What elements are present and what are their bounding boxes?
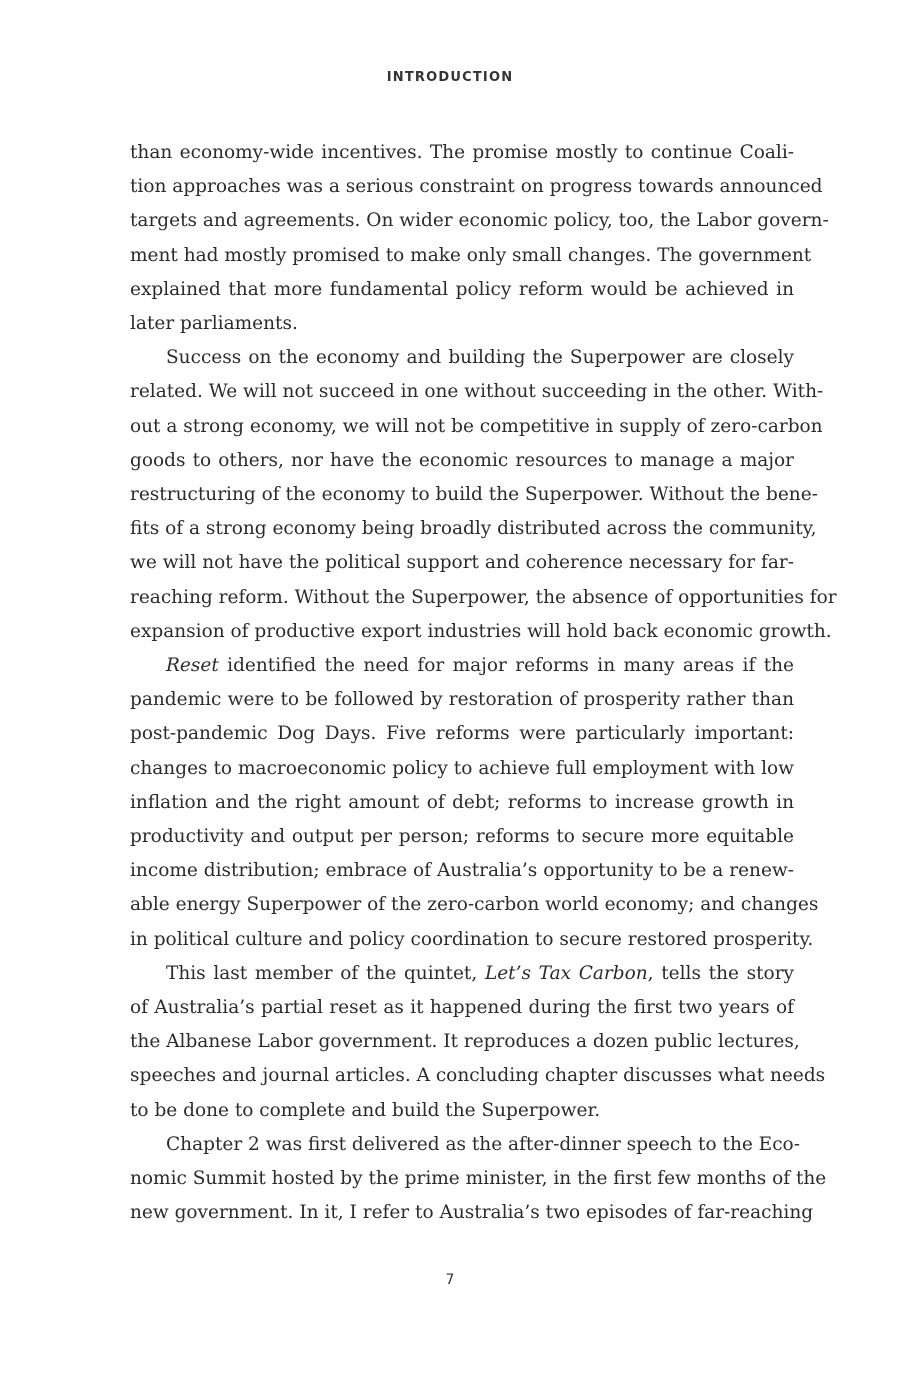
text-line-lead: This last member of the quintet,: [166, 962, 485, 984]
page-number: 7: [445, 1272, 455, 1288]
text-line: able energy Superpower of the zero-carbon world economy; and changes: [130, 894, 819, 916]
text-line: we will not have the political support and coherence necessary for far-: [130, 552, 794, 574]
text-line: new government. In it, I refer to Australia’s two episodes of far-reaching: [130, 1202, 814, 1224]
text-line: inflation and the right amount of debt; reforms to increase growth in: [130, 791, 794, 813]
text-line: than economy-wide incentives. The promise mostly to continue Coali-: [130, 142, 794, 163]
text-line: [130, 957, 794, 991]
book-title-italic: Reset: [166, 655, 219, 677]
text-line: tion approaches was a serious constraint on progress towards announced: [130, 176, 823, 198]
book-title-italic: Let’s Tax Carbon: [484, 962, 648, 984]
text-line: out a strong economy, we will not be competitive in supply of zero-carbon: [130, 415, 823, 437]
text-line: Chapter 2 was first delivered as the after-dinner speech to the Eco-: [166, 1133, 800, 1155]
text-line: the Albanese Labor government. It reproduces a dozen public lectures,: [130, 1031, 800, 1053]
text-line: [130, 649, 794, 683]
text-line: Success on the economy and building the Superpower are closely: [166, 347, 794, 369]
text-line: in political culture and policy coordination to secure restored prosperity.: [130, 928, 814, 950]
text-line-rest: , tells the story: [647, 962, 794, 984]
text-line: speeches and journal articles. A concluding chapter discusses what needs: [130, 1065, 826, 1087]
text-line: changes to macroeconomic policy to achieve full employment with low: [130, 757, 794, 779]
text-line: goods to others, nor have the economic resources to manage a major: [130, 449, 794, 471]
text-line: explained that more fundamental policy reform would be achieved in: [130, 278, 794, 300]
text-line: income distribution; embrace of Australia’s opportunity to be a renew-: [130, 860, 794, 882]
text-line: later parliaments.: [130, 313, 298, 335]
text-line: nomic Summit hosted by the prime minister, in the first few months of the: [130, 1168, 827, 1190]
text-line: targets and agreements. On wider economic policy, too, the Labor govern-: [130, 210, 829, 232]
text-line: pandemic were to be followed by restoration of prosperity rather than: [130, 689, 794, 711]
text-line: productivity and output per person; reforms to secure more equitable: [130, 826, 794, 848]
text-line: restructuring of the economy to build the Superpower. Without the bene-: [130, 484, 818, 506]
text-line: expansion of productive export industries will hold back economic growth.: [130, 620, 832, 642]
text-line: ment had mostly promised to make only small changes. The government: [130, 244, 812, 266]
text-line: to be done to complete and build the Superpower.: [130, 1099, 601, 1121]
text-line-rest: identified the need for major reforms in many areas if the: [218, 655, 794, 677]
running-head: INTRODUCTION: [386, 70, 514, 85]
text-line: of Australia’s partial reset as it happened during the first two years of: [130, 997, 794, 1019]
text-line: reaching reform. Without the Superpower, the absence of opportunities for: [130, 586, 837, 608]
text-line: post-pandemic Dog Days. Five reforms were particularly important:: [130, 723, 794, 745]
text-line: fits of a strong economy being broadly distributed across the community,: [130, 518, 817, 540]
text-line: related. We will not succeed in one without succeeding in the other. With-: [130, 381, 824, 403]
body-text: [130, 136, 837, 1231]
